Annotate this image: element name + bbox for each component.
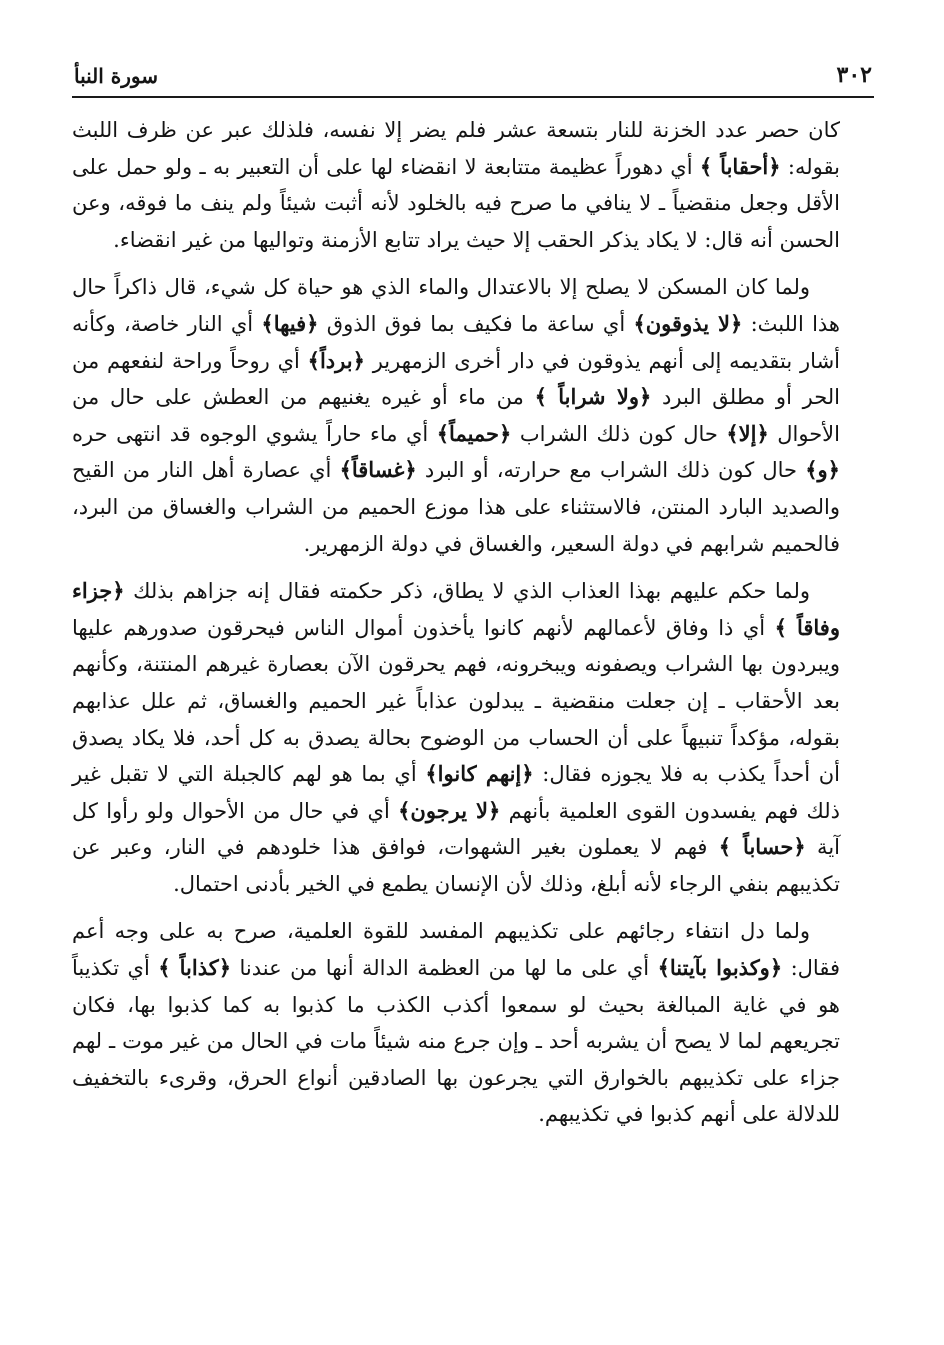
paragraph (72, 573, 840, 902)
quran-quote: ﴿وكذبوا بآيتنا﴾ (657, 955, 783, 981)
page-header (72, 58, 874, 98)
segment: أي ذا وفاق لأعمالهم لأنهم كانوا يأخذون أموال الناس فيحرقون صدورهم عليها ويبردون بها الشراب ويصفونه ويبخرونه، فهم يحرقون الآن بعصارة غيرهم المنتنة، وكأنهم بعد الأحقاب ـ إن جعلت منقضية ـ يبدلون عذاباً غير الحميم والغساق، ثم علل عذابهم بقوله، مؤكداً تنبيهاً على أن الحساب من الوضوح بحالة يصدق به كل أحد، فلا يكاد يصدق أن أحداً يكذب به فلا يجوزه فقال: (72, 615, 840, 787)
quran-quote: ﴿حساباً ﴾ (718, 834, 806, 860)
segment: أي ماء حاراً يشوي الوجوه قد انتهى حره (72, 421, 437, 446)
quran-quote: ﴿لا يرجون﴾ (398, 797, 501, 823)
quran-quote: ﴿كذاباً ﴾ (158, 955, 232, 981)
page-number: ٣٠٢ (836, 62, 872, 88)
quran-quote: ﴿إلا﴾ (726, 420, 769, 446)
paragraph (72, 913, 840, 1133)
segment: أي عصارة أهل النار من القيح والصديد البارد المنتن، فالاستثناء على هذا موزع الحميم من الشراب والغساق من البرد، فالحميم شرابهم في دولة السعير، والغساق في دولة الزمهرير. (72, 458, 840, 556)
quran-quote: ﴿فيها﴾ (261, 310, 319, 336)
quran-quote: ﴿غساقاً﴾ (339, 457, 417, 483)
segment: ولما كان المسكن لا يصلح إلا بالاعتدال والماء الذي هو حياة كل شيء، قال ذاكراً حال هذا اللبث: (72, 275, 840, 336)
segment: أي تكذيباً هو في غاية المبالغة بحيث لو سمعوا أكذب الكذب ما كذبوا به كما كذبوا بها، فكان تجريعهم لما لا يصح أن يشربه أحد ـ وإن جرع منه شيئاً مات في الحال من غير موت ـ لهم جزاء على تكذيبهم بالخوارق التي يجرعون بها الصادقين أنواع الحرق، وقرىء بالتخفيف للدلالة على أنهم كذبوا في تكذيبهم. (72, 956, 840, 1127)
quran-quote: ﴿حميماً﴾ (436, 420, 512, 446)
header-rule (72, 96, 874, 98)
segment: أي ساعة ما فكيف بما فوق الذوق (318, 311, 634, 336)
segment: ولما حكم عليهم بهذا العذاب الذي لا يطاق، ذكر حكمته فقال إنه جزاهم بذلك (124, 579, 810, 604)
segment: حال كون ذلك الشراب (511, 421, 727, 446)
segment: أي بما هو لهم كالجبلة التي لا تقبل غير ذلك فهم يفسدون القوى العلمية بأنهم (72, 762, 841, 823)
segment: أي النار خاصة، وكأنه أشار بتقديمه إلى أنهم يذوقون في دار أخرى الزمهرير (72, 311, 841, 373)
segment: ولما دل انتفاء رجائهم على تكذيبهم المفسد للقوة العلمية، صرح به على وجه أعم فقال: (72, 919, 840, 981)
quran-quote: ﴿برداً﴾ (307, 347, 365, 373)
segment: أي دهوراً عظيمة متتابعة لا انقضاء لها على أن التعبير به ـ ولو حمل على الأقل وجعل منقضياً ـ لا ينافي ما صرح فيه بالخلود لأنه أثبت شيئاً ولم ينف ما فوقه، وعن الحسن أنه قال: لا يكاد يذكر الحقب إلا حيث يراد تتابع الأزمنة وتواليها من غير انقضاء. (72, 154, 840, 252)
surah-title: سورة النبأ (74, 64, 159, 88)
quran-quote: ﴿ولا شراباً ﴾ (534, 384, 652, 410)
segment: من ماء أو غيره يغنيهم من العطش على حال من الأحوال (72, 385, 840, 446)
segment: كان حصر عدد الخزنة للنار بتسعة عشر فلم يضر إلا نفسه، فلذلك عبر عن ظرف اللبث بقوله: (72, 118, 840, 179)
paragraph (72, 112, 840, 258)
segment: فهم لا يعملون بغير الشهوات، فوافق هذا خلودهم في النار، وعبر عن تكذيبهم بنفي الرجاء لأنه أبلغ، وذلك لأن الإنسان يطمع في الخير بأدنى احتمال. (72, 835, 840, 896)
paragraph (72, 269, 840, 562)
quran-quote: ﴿أحقاباً ﴾ (699, 153, 781, 179)
segment: أي في حال من الأحوال ولو رأوا كل آية (72, 798, 840, 860)
quran-quote: ﴿لا يذوقون﴾ (633, 310, 743, 336)
segment: أي روحاً وراحة لنفعهم من الحر أو مطلق البرد (72, 348, 840, 410)
quran-quote: ﴿و﴾ (805, 457, 840, 483)
segment: حال كون ذلك الشراب مع حرارته، أو البرد (416, 458, 806, 483)
segment: أي على ما لها من العظمة الدالة أنها من عندنا (231, 956, 658, 981)
quran-quote: ﴿إنهم كانوا﴾ (425, 761, 534, 787)
page-body (72, 112, 840, 1144)
quran-quote: ﴿جزاء وفاقاً ﴾ (72, 578, 840, 640)
